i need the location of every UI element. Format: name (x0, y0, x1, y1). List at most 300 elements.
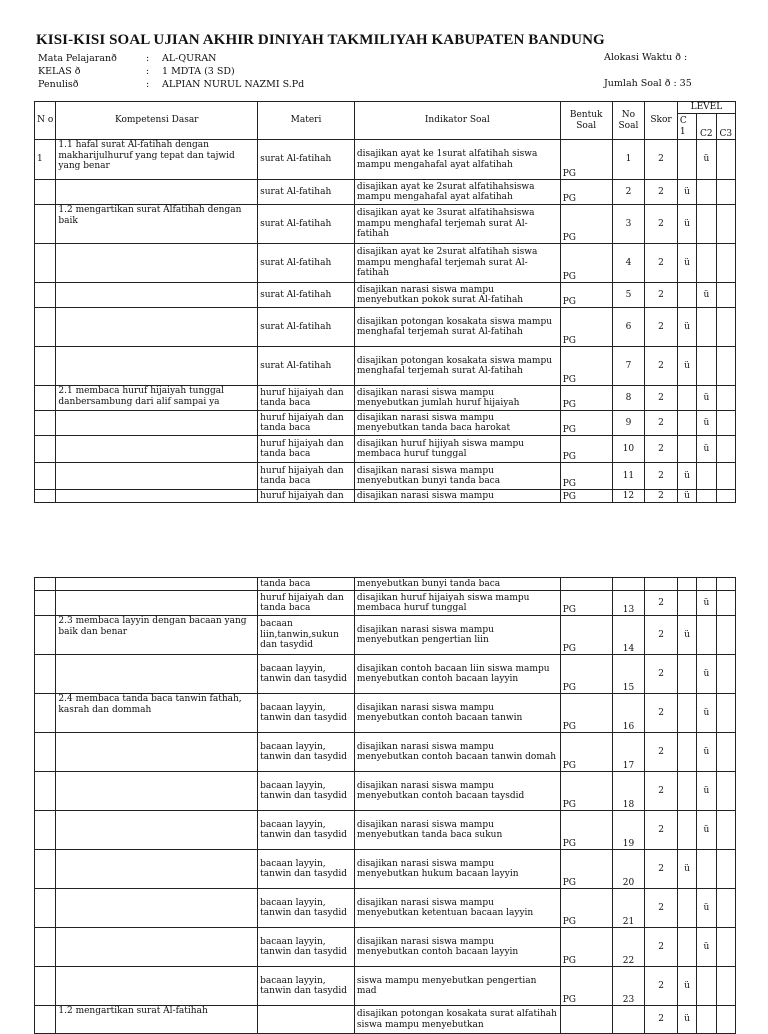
cell-c1: ü (677, 308, 696, 347)
table-row (35, 140, 736, 180)
table-row (35, 655, 736, 694)
cell-no-soal: 1 (612, 140, 645, 180)
cell-c1 (677, 436, 696, 463)
cell-c3 (716, 244, 735, 283)
cell-c3 (716, 283, 735, 308)
cell-materi: surat Al-fatihah (258, 347, 355, 386)
cell-materi: surat Al-fatihah (258, 180, 355, 205)
cell-no (35, 655, 56, 694)
header-indikator-soal: Indikator Soal (354, 102, 560, 140)
cell-c2: ü (697, 140, 716, 180)
cell-materi: bacaan layyin, tanwin dan tasydid (258, 655, 355, 694)
table-row (35, 591, 736, 616)
kisi-kisi-table-page-1 (34, 101, 736, 503)
cell-bentuk-soal: PG (560, 928, 612, 967)
meta-colon: : (146, 79, 150, 90)
table-row (35, 347, 736, 386)
cell-no (35, 347, 56, 386)
cell-no-soal: 10 (612, 436, 645, 463)
meta-value-penulis: ALPIAN NURUL NAZMI S.Pd (162, 79, 305, 90)
cell-kompetensi-dasar: 2.3 membaca layyin dengan bacaan yang baik dan benar (56, 616, 258, 655)
cell-no (35, 283, 56, 308)
cell-indikator: disajikan contoh bacaan liin siswa mampu menyebutkan contoh bacaan layyin (354, 655, 560, 694)
cell-indikator: disajikan potongan kosakata surat alfatihah siswa mampu menyebutkan (354, 1006, 560, 1034)
cell-indikator: disajikan ayat ke 3surat alfatihahsiswa mampu menghafal terjemah surat Al-fatihah (354, 205, 560, 244)
table-row (35, 772, 736, 811)
cell-c2 (697, 616, 716, 655)
cell-no (35, 308, 56, 347)
cell-c1 (677, 578, 696, 591)
cell-materi: tanda baca (258, 578, 355, 591)
cell-indikator: siswa mampu menyebutkan pengertian mad (354, 967, 560, 1006)
cell-bentuk-soal: PG (560, 283, 612, 308)
cell-bentuk-soal: PG (560, 308, 612, 347)
cell-no-soal: 9 (612, 411, 645, 436)
cell-materi: surat Al-fatihah (258, 308, 355, 347)
cell-skor: 2 (645, 1006, 678, 1034)
cell-kompetensi-dasar (56, 244, 258, 283)
cell-skor: 2 (645, 928, 678, 967)
table-row (35, 1006, 736, 1034)
cell-skor: 2 (645, 283, 678, 308)
cell-no (35, 928, 56, 967)
cell-skor: 2 (645, 347, 678, 386)
cell-c1 (677, 772, 696, 811)
cell-skor: 2 (645, 694, 678, 733)
cell-c1 (677, 140, 696, 180)
cell-c1: ü (677, 967, 696, 1006)
cell-c2 (697, 463, 716, 490)
table-row (35, 850, 736, 889)
cell-skor: 2 (645, 967, 678, 1006)
cell-no (35, 967, 56, 1006)
header-c1: C 1 (677, 114, 696, 140)
cell-indikator: disajikan huruf hijaiyah siswa mampu membaca huruf tunggal (354, 591, 560, 616)
cell-kompetensi-dasar (56, 411, 258, 436)
cell-kompetensi-dasar (56, 850, 258, 889)
cell-no: 1 (35, 140, 56, 180)
cell-no-soal: 18 (612, 772, 645, 811)
cell-c2 (697, 180, 716, 205)
cell-c1 (677, 733, 696, 772)
kisi-kisi-table-page-2 (34, 577, 736, 1034)
cell-c2 (697, 490, 716, 503)
cell-bentuk-soal: PG (560, 591, 612, 616)
cell-indikator: disajikan narasi siswa mampu menyebutkan contoh bacaan tanwin (354, 694, 560, 733)
meta-value-kelas: 1 MDTA (3 SD) (162, 66, 235, 77)
header-no: N o (35, 102, 56, 140)
cell-skor: 2 (645, 655, 678, 694)
header-bentuk-soal: Bentuk Soal (560, 102, 612, 140)
cell-bentuk-soal: PG (560, 772, 612, 811)
cell-kompetensi-dasar (56, 889, 258, 928)
cell-no-soal: 4 (612, 244, 645, 283)
cell-no-soal: 20 (612, 850, 645, 889)
cell-no (35, 889, 56, 928)
cell-materi: surat Al-fatihah (258, 244, 355, 283)
cell-c2 (697, 1006, 716, 1034)
cell-indikator: disajikan narasi siswa mampu menyebutkan pengertian liin (354, 616, 560, 655)
table-row (35, 411, 736, 436)
cell-c2: ü (697, 411, 716, 436)
meta-value-mata-pelajaran: AL-QURAN (162, 53, 217, 64)
cell-c1 (677, 411, 696, 436)
cell-c3 (716, 347, 735, 386)
cell-c3 (716, 850, 735, 889)
cell-c2 (697, 578, 716, 591)
table-row (35, 283, 736, 308)
cell-c1: ü (677, 244, 696, 283)
cell-c2 (697, 244, 716, 283)
cell-c3 (716, 591, 735, 616)
cell-skor: 2 (645, 386, 678, 411)
cell-skor: 2 (645, 180, 678, 205)
cell-c1 (677, 655, 696, 694)
cell-materi: huruf hijaiyah dan tanda baca (258, 591, 355, 616)
cell-bentuk-soal: PG (560, 655, 612, 694)
cell-no (35, 411, 56, 436)
cell-c3 (716, 308, 735, 347)
cell-no-soal: 6 (612, 308, 645, 347)
cell-c2: ü (697, 694, 716, 733)
cell-indikator: disajikan potongan kosakata siswa mampu menghafal terjemah surat Al-fatihah (354, 347, 560, 386)
cell-kompetensi-dasar: 2.1 membaca huruf hijaiyah tunggal danbersambung dari alif sampai ya (56, 386, 258, 411)
table-row (35, 811, 736, 850)
cell-kompetensi-dasar (56, 655, 258, 694)
cell-bentuk-soal: PG (560, 180, 612, 205)
header-no-soal: No Soal (612, 102, 645, 140)
meta-label-kelas: KELAS ð (38, 66, 81, 77)
cell-materi (258, 1006, 355, 1034)
cell-no-soal: 15 (612, 655, 645, 694)
cell-skor: 2 (645, 733, 678, 772)
cell-c2: ü (697, 811, 716, 850)
cell-c2 (697, 967, 716, 1006)
cell-c1 (677, 889, 696, 928)
cell-c1 (677, 811, 696, 850)
cell-materi: bacaan layyin, tanwin dan tasydid (258, 967, 355, 1006)
cell-c2: ü (697, 591, 716, 616)
cell-no (35, 180, 56, 205)
cell-skor: 2 (645, 244, 678, 283)
table-row (35, 490, 736, 503)
alokasi-waktu: Alokasi Waktu ð : (604, 52, 688, 63)
cell-c1: ü (677, 205, 696, 244)
cell-bentuk-soal: PG (560, 411, 612, 436)
cell-kompetensi-dasar: 1.2 mengartikan surat Alfatihah dengan baik (56, 205, 258, 244)
cell-no-soal: 21 (612, 889, 645, 928)
header-c3: C3 (716, 114, 735, 140)
cell-c1: ü (677, 616, 696, 655)
cell-bentuk-soal: PG (560, 967, 612, 1006)
cell-indikator: disajikan ayat ke 2surat alfatihah siswa mampu menghafal terjemah surat Al-fatihah (354, 244, 560, 283)
cell-indikator: disajikan narasi siswa mampu menyebutkan tanda baca sukun (354, 811, 560, 850)
cell-bentuk-soal: PG (560, 694, 612, 733)
header-c2: C2 (697, 114, 716, 140)
cell-skor: 2 (645, 490, 678, 503)
cell-no (35, 772, 56, 811)
cell-no (35, 1006, 56, 1034)
cell-c3 (716, 578, 735, 591)
cell-c3 (716, 772, 735, 811)
cell-c3 (716, 1006, 735, 1034)
cell-no (35, 850, 56, 889)
table-row (35, 694, 736, 733)
cell-c3 (716, 889, 735, 928)
cell-c2: ü (697, 283, 716, 308)
cell-kompetensi-dasar (56, 436, 258, 463)
cell-indikator: disajikan narasi siswa mampu menyebutkan pokok surat Al-fatihah (354, 283, 560, 308)
meta-block (38, 52, 398, 92)
cell-bentuk-soal: PG (560, 616, 612, 655)
table-row (35, 928, 736, 967)
cell-c3 (716, 655, 735, 694)
cell-c3 (716, 967, 735, 1006)
cell-indikator: disajikan narasi siswa mampu menyebutkan jumlah huruf hijaiyah (354, 386, 560, 411)
cell-indikator: disajikan narasi siswa mampu menyebutkan ketentuan bacaan layyin (354, 889, 560, 928)
cell-bentuk-soal: PG (560, 347, 612, 386)
cell-materi: surat Al-fatihah (258, 205, 355, 244)
meta-colon: : (146, 53, 150, 64)
cell-no (35, 616, 56, 655)
cell-no-soal: 13 (612, 591, 645, 616)
meta-label-mata-pelajaran: Mata Pelajaranð (38, 53, 117, 64)
cell-indikator: disajikan narasi siswa mampu menyebutkan contoh bacaan taysdid (354, 772, 560, 811)
cell-kompetensi-dasar (56, 591, 258, 616)
cell-materi: bacaan layyin, tanwin dan tasydid (258, 928, 355, 967)
cell-materi: huruf hijaiyah dan tanda baca (258, 411, 355, 436)
cell-no (35, 244, 56, 283)
cell-indikator: disajikan potongan kosakata siswa mampu menghafal terjemah surat Al-fatihah (354, 308, 560, 347)
cell-no (35, 490, 56, 503)
cell-c2: ü (697, 772, 716, 811)
cell-c2: ü (697, 733, 716, 772)
cell-c1: ü (677, 463, 696, 490)
cell-skor: 2 (645, 205, 678, 244)
meta-colon: : (146, 66, 150, 77)
cell-materi: bacaan layyin, tanwin dan tasydid (258, 889, 355, 928)
cell-kompetensi-dasar: 1.2 mengartikan surat Al-fatihah (56, 1006, 258, 1034)
cell-c3 (716, 180, 735, 205)
cell-materi: bacaan layyin, tanwin dan tasydid (258, 733, 355, 772)
cell-materi: huruf hijaiyah dan (258, 490, 355, 503)
cell-c3 (716, 411, 735, 436)
cell-kompetensi-dasar: 1.1 hafal surat Al-fatihah dengan makharijulhuruf yang tepat dan tajwid yang benar (56, 140, 258, 180)
table-row (35, 205, 736, 244)
document-title: KISI-KISI SOAL UJIAN AKHIR DINIYAH TAKMILIYAH KABUPATEN BANDUNG (36, 32, 605, 48)
cell-bentuk-soal (560, 1006, 612, 1034)
table-row (35, 889, 736, 928)
cell-kompetensi-dasar (56, 180, 258, 205)
cell-indikator: disajikan narasi siswa mampu menyebutkan contoh bacaan layyin (354, 928, 560, 967)
cell-c3 (716, 616, 735, 655)
cell-c3 (716, 463, 735, 490)
cell-bentuk-soal: PG (560, 436, 612, 463)
cell-bentuk-soal: PG (560, 386, 612, 411)
cell-bentuk-soal: PG (560, 889, 612, 928)
jumlah-soal: Jumlah Soal ð : 35 (604, 78, 692, 89)
cell-c2: ü (697, 928, 716, 967)
cell-bentuk-soal: PG (560, 140, 612, 180)
table-row (35, 967, 736, 1006)
cell-no-soal: 12 (612, 490, 645, 503)
cell-skor: 2 (645, 889, 678, 928)
header-kompetensi-dasar: Kompetensi Dasar (56, 102, 258, 140)
cell-c3 (716, 205, 735, 244)
cell-indikator: disajikan narasi siswa mampu (354, 490, 560, 503)
cell-skor: 2 (645, 411, 678, 436)
cell-no (35, 733, 56, 772)
cell-c1 (677, 283, 696, 308)
cell-no-soal: 14 (612, 616, 645, 655)
cell-no (35, 205, 56, 244)
cell-no (35, 436, 56, 463)
cell-materi: huruf hijaiyah dan tanda baca (258, 436, 355, 463)
cell-kompetensi-dasar (56, 463, 258, 490)
cell-no-soal: 7 (612, 347, 645, 386)
table-row (35, 463, 736, 490)
header-materi: Materi (258, 102, 355, 140)
cell-kompetensi-dasar: 2.4 membaca tanda baca tanwin fathah, kasrah dan dommah (56, 694, 258, 733)
cell-no-soal: 3 (612, 205, 645, 244)
cell-indikator: menyebutkan bunyi tanda baca (354, 578, 560, 591)
cell-skor: 2 (645, 811, 678, 850)
cell-bentuk-soal: PG (560, 463, 612, 490)
cell-kompetensi-dasar (56, 308, 258, 347)
cell-no-soal (612, 578, 645, 591)
table-row (35, 578, 736, 591)
cell-kompetensi-dasar (56, 772, 258, 811)
cell-no (35, 578, 56, 591)
cell-c1 (677, 386, 696, 411)
header-level: LEVEL (677, 102, 735, 114)
cell-materi: bacaan layyin, tanwin dan tasydid (258, 850, 355, 889)
cell-no (35, 386, 56, 411)
cell-materi: surat Al-fatihah (258, 140, 355, 180)
cell-materi: bacaan liin,tanwin,sukun dan tasydid (258, 616, 355, 655)
cell-no-soal: 8 (612, 386, 645, 411)
cell-no-soal (612, 1006, 645, 1034)
cell-materi: bacaan layyin, tanwin dan tasydid (258, 772, 355, 811)
cell-skor: 2 (645, 308, 678, 347)
cell-no-soal: 23 (612, 967, 645, 1006)
cell-kompetensi-dasar (56, 811, 258, 850)
cell-c1: ü (677, 850, 696, 889)
cell-kompetensi-dasar (56, 347, 258, 386)
cell-skor: 2 (645, 463, 678, 490)
cell-c1: ü (677, 347, 696, 386)
cell-c3 (716, 140, 735, 180)
cell-c3 (716, 811, 735, 850)
cell-kompetensi-dasar (56, 967, 258, 1006)
cell-bentuk-soal: PG (560, 205, 612, 244)
table-row (35, 386, 736, 411)
cell-bentuk-soal: PG (560, 490, 612, 503)
cell-c2: ü (697, 386, 716, 411)
cell-no-soal: 19 (612, 811, 645, 850)
cell-skor (645, 578, 678, 591)
cell-bentuk-soal: PG (560, 244, 612, 283)
table-row (35, 436, 736, 463)
cell-c1: ü (677, 490, 696, 503)
cell-skor: 2 (645, 850, 678, 889)
cell-c2 (697, 850, 716, 889)
cell-no-soal: 2 (612, 180, 645, 205)
cell-materi: bacaan layyin, tanwin dan tasydid (258, 811, 355, 850)
cell-kompetensi-dasar (56, 283, 258, 308)
cell-skor: 2 (645, 591, 678, 616)
table-row (35, 244, 736, 283)
cell-skor: 2 (645, 436, 678, 463)
cell-bentuk-soal: PG (560, 733, 612, 772)
cell-bentuk-soal: PG (560, 850, 612, 889)
cell-materi: surat Al-fatihah (258, 283, 355, 308)
cell-no (35, 811, 56, 850)
cell-materi: bacaan layyin, tanwin dan tasydid (258, 694, 355, 733)
cell-skor: 2 (645, 140, 678, 180)
cell-no-soal: 22 (612, 928, 645, 967)
cell-c1: ü (677, 180, 696, 205)
cell-indikator: disajikan narasi siswa mampu menyebutkan hukum bacaan layyin (354, 850, 560, 889)
cell-c1: ü (677, 1006, 696, 1034)
cell-c3 (716, 386, 735, 411)
cell-indikator: disajikan narasi siswa mampu menyebutkan bunyi tanda baca (354, 463, 560, 490)
cell-bentuk-soal (560, 578, 612, 591)
cell-indikator: disajikan huruf hijiyah siswa mampu membaca huruf tunggal (354, 436, 560, 463)
table-row (35, 180, 736, 205)
cell-materi: huruf hijaiyah dan tanda baca (258, 463, 355, 490)
cell-no (35, 591, 56, 616)
cell-c1 (677, 928, 696, 967)
cell-c1 (677, 694, 696, 733)
cell-skor: 2 (645, 772, 678, 811)
cell-kompetensi-dasar (56, 578, 258, 591)
cell-c3 (716, 490, 735, 503)
cell-c2 (697, 205, 716, 244)
cell-c3 (716, 694, 735, 733)
table-row (35, 308, 736, 347)
table-row (35, 733, 736, 772)
cell-no-soal: 16 (612, 694, 645, 733)
cell-c2: ü (697, 655, 716, 694)
cell-skor: 2 (645, 616, 678, 655)
header-skor: Skor (645, 102, 678, 140)
cell-indikator: disajikan ayat ke 1surat alfatihah siswa mampu mengahafal ayat alfatihah (354, 140, 560, 180)
cell-indikator: disajikan narasi siswa mampu menyebutkan tanda baca harokat (354, 411, 560, 436)
cell-c2 (697, 347, 716, 386)
cell-c1 (677, 591, 696, 616)
cell-c3 (716, 928, 735, 967)
cell-kompetensi-dasar (56, 490, 258, 503)
cell-c2: ü (697, 436, 716, 463)
cell-no-soal: 5 (612, 283, 645, 308)
cell-indikator: disajikan narasi siswa mampu menyebutkan contoh bacaan tanwin domah (354, 733, 560, 772)
cell-no (35, 694, 56, 733)
cell-c3 (716, 436, 735, 463)
cell-kompetensi-dasar (56, 928, 258, 967)
cell-kompetensi-dasar (56, 733, 258, 772)
cell-no-soal: 11 (612, 463, 645, 490)
cell-c2: ü (697, 889, 716, 928)
meta-label-penulis: Penulisð (38, 79, 79, 90)
cell-c2 (697, 308, 716, 347)
cell-indikator: disajikan ayat ke 2surat alfatihahsiswa mampu mengahafal ayat alfatihah (354, 180, 560, 205)
cell-no (35, 463, 56, 490)
cell-c3 (716, 733, 735, 772)
cell-materi: huruf hijaiyah dan tanda baca (258, 386, 355, 411)
table-row (35, 616, 736, 655)
cell-bentuk-soal: PG (560, 811, 612, 850)
